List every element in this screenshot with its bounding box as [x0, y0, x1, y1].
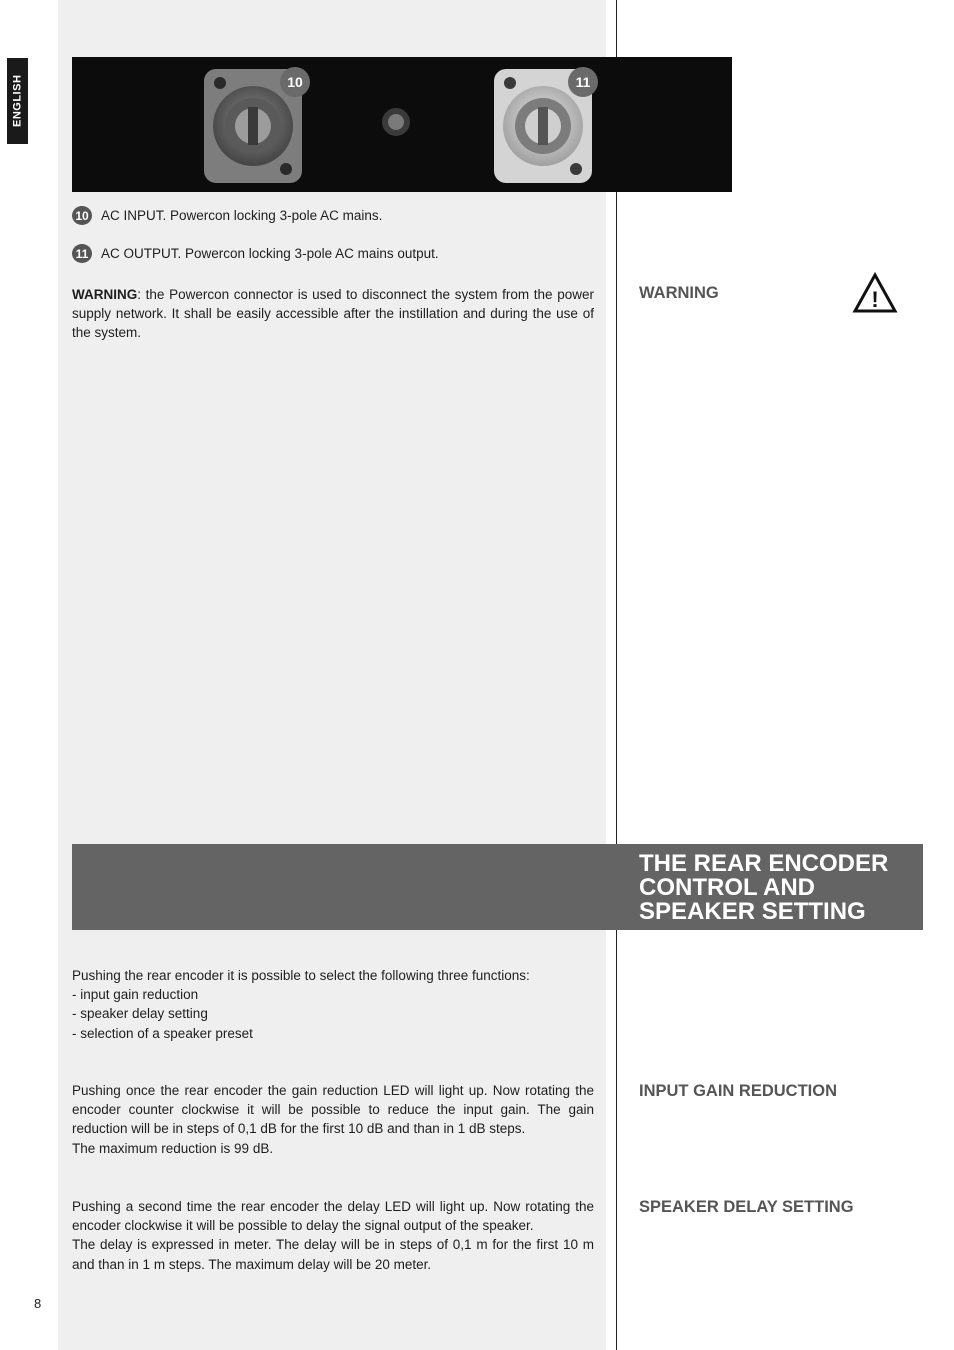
section-title-line: THE REAR ENCODER [639, 850, 889, 877]
item-text: AC OUTPUT. Powercon locking 3-pole AC mains output. [101, 246, 439, 261]
gain-paragraph [72, 1081, 594, 1158]
item-ac-output [72, 244, 439, 263]
section-title-line: SPEAKER SETTING [639, 898, 866, 925]
center-screw [382, 108, 410, 136]
delay-text-steps: The delay is expressed in meter. The delay will be in steps of 0,1 m for the first 10 m and than in 1 m steps. The maximum delay will be 20 meter. [72, 1237, 594, 1272]
column-divider [616, 0, 617, 1350]
intro-option: - input gain reduction [72, 987, 199, 1003]
warning-paragraph [72, 285, 594, 343]
connector-photo [72, 57, 732, 192]
section-title-line: CONTROL AND [639, 874, 815, 901]
warning-label: WARNING [72, 287, 138, 302]
delay-paragraph [72, 1197, 594, 1274]
photo-badge-10: 10 [280, 67, 310, 97]
delay-text: Pushing a second time the rear encoder the delay LED will light up. Now rotating the encoder clockwise it will be possible to delay the signal output of the speaker. [72, 1199, 594, 1234]
gain-text-max: The maximum reduction is 99 dB. [72, 1140, 274, 1156]
delay-heading: SPEAKER DELAY SETTING [639, 1198, 854, 1216]
photo-badge-11: 11 [568, 67, 598, 97]
warning-text: : the Powercon connector is used to disconnect the system from the power supply network. It shall be easily accessible after the instillation and during the use of the system. [72, 287, 594, 341]
item-text: AC INPUT. Powercon locking 3-pole AC mains. [101, 208, 383, 223]
intro-paragraph [72, 966, 594, 1043]
connector-photo-drawing [72, 57, 732, 192]
warning-side-heading: WARNING [639, 284, 719, 302]
item-number-badge: 11 [72, 244, 92, 263]
intro-lead: Pushing the rear encoder it is possible to select the following three functions: [72, 968, 530, 983]
warning-triangle-icon [852, 272, 898, 314]
section-title [639, 852, 888, 924]
warning-icon-glyph: ! [871, 287, 879, 312]
item-number-badge: 10 [72, 206, 92, 225]
intro-option: - speaker delay setting [72, 1006, 208, 1022]
intro-option: - selection of a speaker preset [72, 1025, 253, 1041]
gain-text: Pushing once the rear encoder the gain reduction LED will light up. Now rotating the encoder counter clockwise it will be possible to reduce the input gain. The gain reduction will be in steps of 0,1 dB for the first 10 dB and than in 1 dB steps. [72, 1083, 594, 1137]
page-number: 8 [34, 1296, 42, 1311]
language-tab: ENGLISH [7, 58, 28, 144]
gain-heading: INPUT GAIN REDUCTION [639, 1082, 837, 1100]
item-ac-input [72, 206, 382, 225]
